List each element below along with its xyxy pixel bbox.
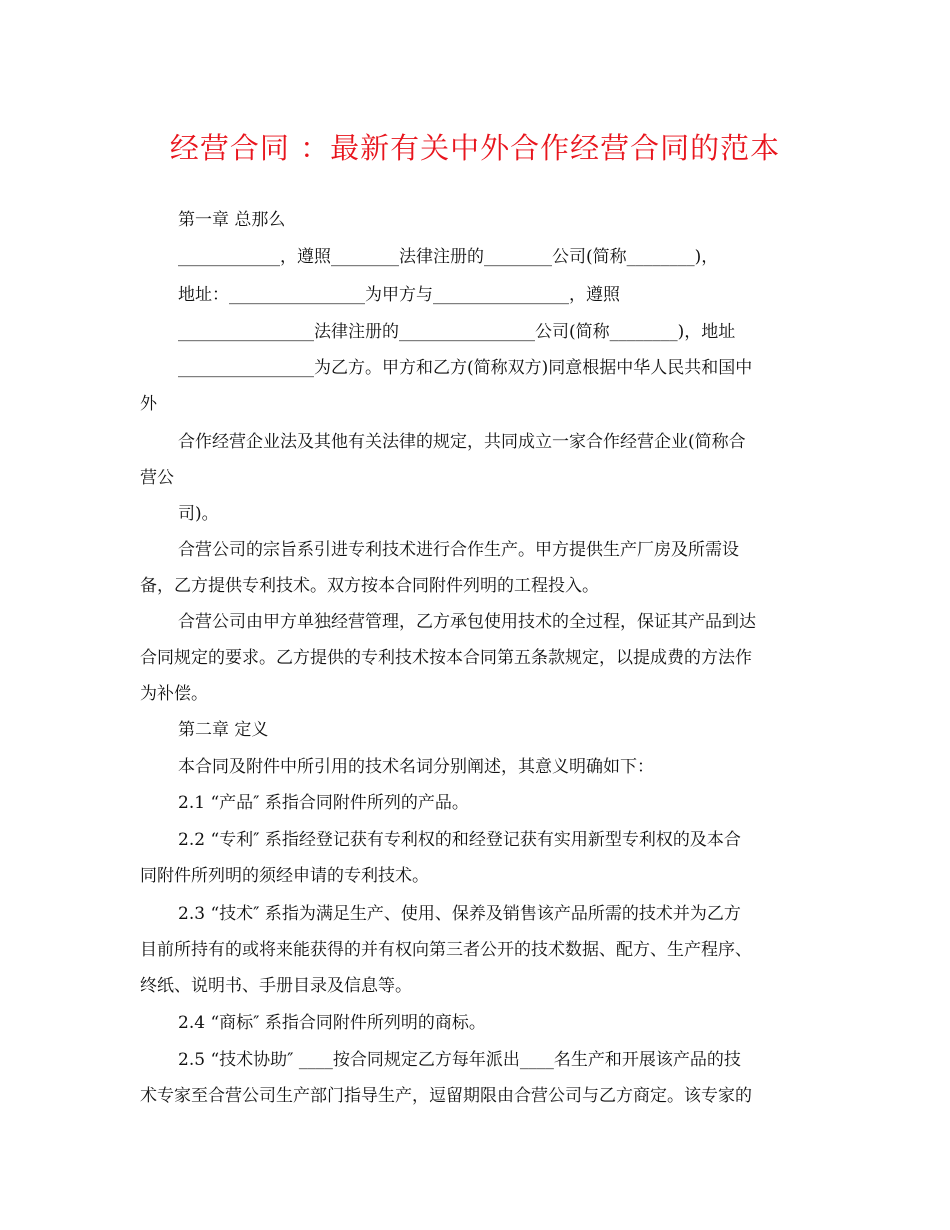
clause-line: 2.2 “专利″ 系指经登记获有专利权的和经登记获有实用新型专利权的及本合 xyxy=(178,830,741,850)
clause-line: 2.3 “技术″ 系指为满足生产、使用、保养及销售该产品所需的技术并为乙方 xyxy=(178,904,741,924)
body-line: 同附件所列明的须经申请的专利技术。 xyxy=(140,866,429,886)
body-line: ________________为乙方。甲方和乙方(简称双方)同意根据中华人民共和国中 xyxy=(178,358,753,378)
body-line: ________________法律注册的________________公司(简称________)，地址 xyxy=(178,322,736,342)
body-line: 术专家至合营公司生产部门指导生产，逗留期限由合营公司与乙方商定。该专家的 xyxy=(140,1086,752,1106)
clause-line: 2.4 “商标″ 系指合同附件所列明的商标。 xyxy=(178,1013,486,1033)
body-line: 本合同及附件中所引用的技术名词分别阐述，其意义明确如下： xyxy=(178,757,654,777)
body-line: 终纸、说明书、手册目录及信息等。 xyxy=(140,976,412,996)
body-line: ____________，遵照________法律注册的________公司(简称________)， xyxy=(178,247,719,267)
body-line: 备，乙方提供专利技术。双方按本合同附件列明的工程投入。 xyxy=(140,576,599,596)
document-title: 经营合同 ：最新有关中外合作经营合同的范本 xyxy=(169,131,781,165)
clause-line: 2.5 “技术协助″ ____按合同规定乙方每年派出____名生产和开展该产品的技 xyxy=(178,1050,741,1070)
body-line: 为补偿。 xyxy=(140,684,208,704)
body-line: 地址：________________为甲方与________________，遵照 xyxy=(178,285,620,305)
body-line: 合作经营企业法及其他有关法律的规定，共同成立一家合作经营企业(简称合 xyxy=(178,432,746,452)
body-line: 司)。 xyxy=(178,504,219,524)
body-line: 外 xyxy=(140,394,157,414)
body-line: 目前所持有的或将来能获得的并有权向第三者公开的技术数据、配方、生产程序、 xyxy=(140,940,752,960)
body-line: 合营公司的宗旨系引进专利技术进行合作生产。甲方提供生产厂房及所需设 xyxy=(178,540,739,560)
clause-line: 2.1 “产品″ 系指合同附件所列的产品。 xyxy=(178,793,469,813)
body-line: 合营公司由甲方单独经营管理，乙方承包使用技术的全过程，保证其产品到达 xyxy=(178,612,756,632)
chapter-heading: 第二章 定义 xyxy=(178,720,269,740)
body-line: 营公 xyxy=(140,468,174,488)
chapter-heading: 第一章 总那么 xyxy=(178,210,286,230)
body-line: 合同规定的要求。乙方提供的专利技术按本合同第五条款规定，以提成费的方法作 xyxy=(140,648,752,668)
